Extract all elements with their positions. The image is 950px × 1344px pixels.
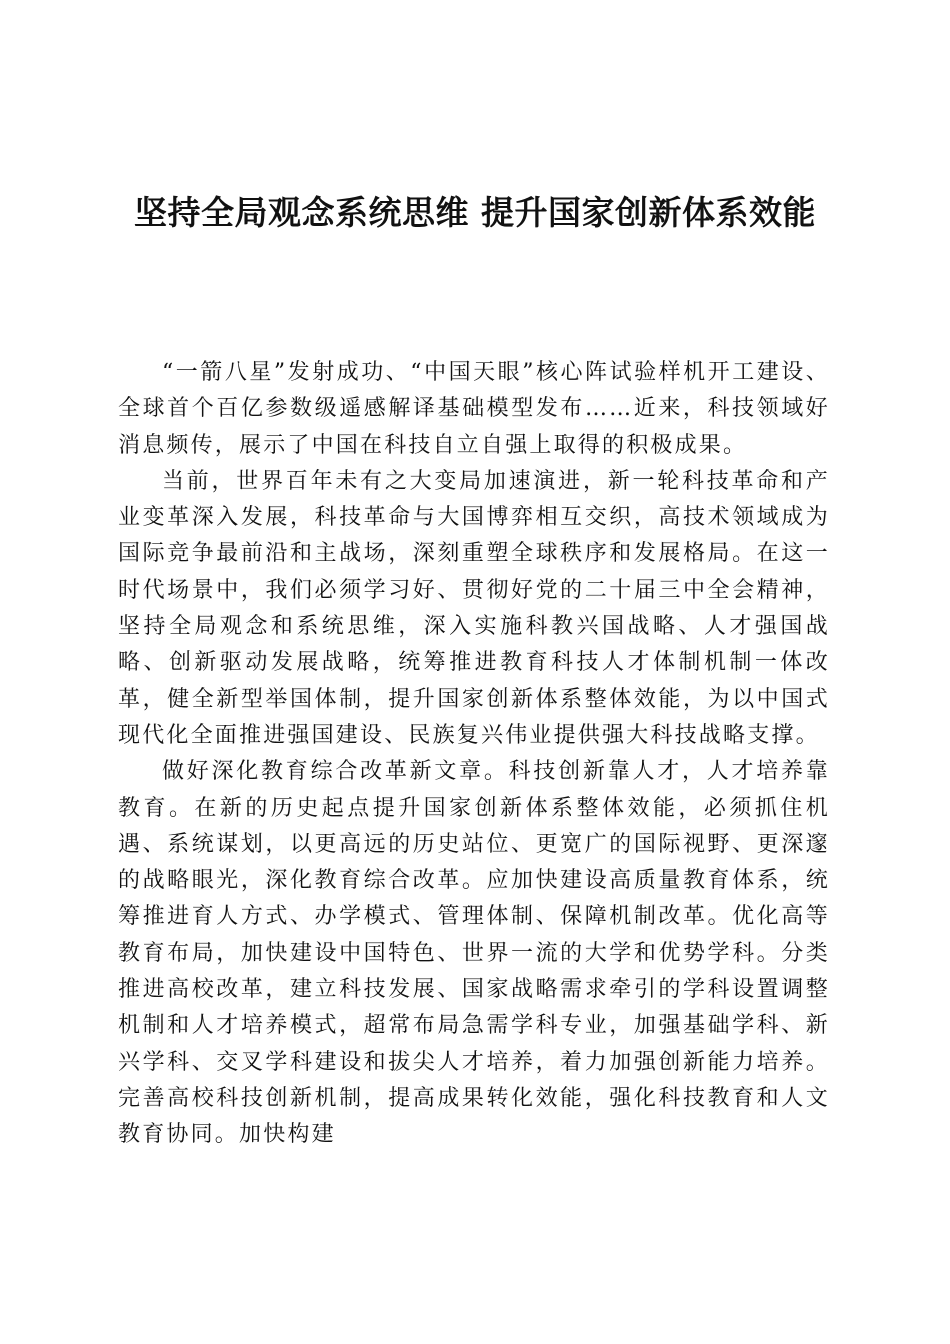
document-title: 坚持全局观念系统思维 提升国家创新体系效能: [134, 193, 816, 232]
paragraph-3: 做好深化教育综合改革新文章。科技创新靠人才，人才培养靠教育。在新的历史起点提升国家创新体系整体效能，必须抓住机遇、系统谋划，以更高远的历史站位、更宽广的国际视野、更深邃的战略眼光，深化教育综合改革。应加快建设高质量教育体系，统筹推进育人方式、办学模式、管理体制、保障机制改革。优化高等教育布局，加快建设中国特色、世界一流的大学和优势学科。分类推进高校改革，建立科技发展、国家战略需求牵引的学科设置调整机制和人才培养模式，超常布局急需学科专业，加强基础学科、新兴学科、交叉学科建设和拔尖人才培养，着力加强创新能力培养。完善高校科技创新机制，提高成果转化效能，强化科技教育和人文教育协同。加快构建: [118, 759, 830, 1148]
document-body: [118, 355, 830, 1154]
paragraph-1: “一箭八星”发射成功、“中国天眼”核心阵试验样机开工建设、全球首个百亿参数级遥感解译基础模型发布……近来，科技领域好消息频传，展示了中国在科技自立自强上取得的积极成果。: [118, 360, 830, 458]
paragraph-2: 当前，世界百年未有之大变局加速演进，新一轮科技革命和产业变革深入发展，科技革命与大国博弈相互交织，高技术领域成为国际竞争最前沿和主战场，深刻重塑全球秩序和发展格局。在这一时代场景中，我们必须学习好、贯彻好党的二十届三中全会精神，坚持全局观念和系统思维，深入实施科教兴国战略、人才强国战略、创新驱动发展战略，统筹推进教育科技人才体制机制一体改革，健全新型举国体制，提升国家创新体系整体效能，为以中国式现代化全面推进强国建设、民族复兴伟业提供强大科技战略支撑。: [118, 468, 830, 748]
